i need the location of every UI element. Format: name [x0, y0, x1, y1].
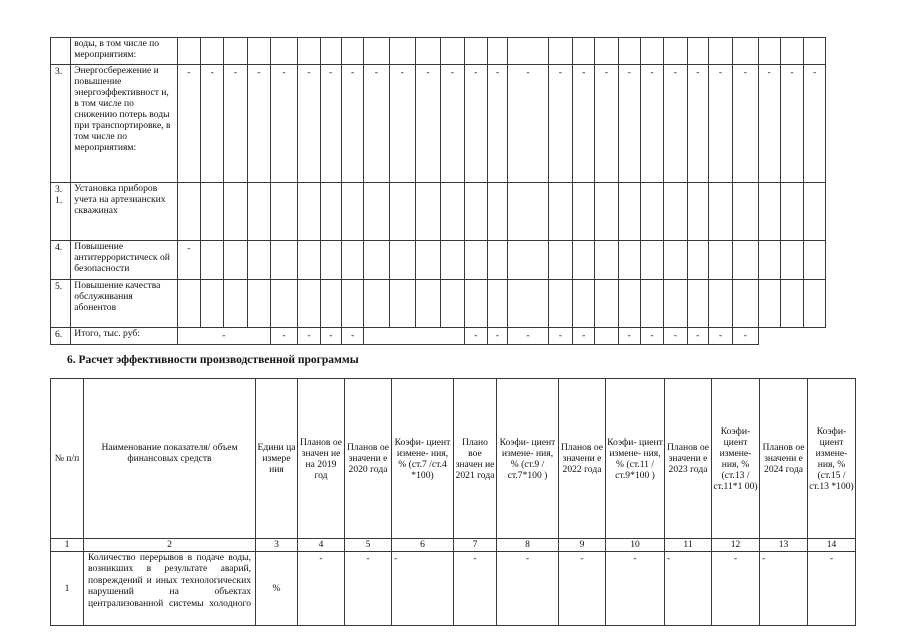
value-cell — [508, 241, 549, 280]
value-cell — [548, 38, 572, 65]
value-cell — [320, 241, 341, 280]
column-number: 13 — [760, 539, 808, 552]
header-cell: Едини ца измере ния — [256, 379, 298, 539]
column-number: 7 — [454, 539, 497, 552]
total-cell: - — [464, 328, 487, 345]
efficiency-table — [50, 378, 856, 626]
value-cell — [298, 38, 320, 65]
value-cell — [464, 241, 487, 280]
unit-cell: % — [256, 552, 298, 626]
header-cell: Коэфи- циент измене- ния, % (ст.11 /ст.9*100 ) — [606, 379, 665, 539]
value-cell — [415, 183, 440, 241]
column-number-row — [51, 539, 856, 552]
column-number: 6 — [392, 539, 454, 552]
value-cell: - — [464, 65, 487, 183]
value-cell — [595, 280, 618, 328]
value-cell — [733, 280, 758, 328]
header-cell: Планов ое значени е 2022 года — [559, 379, 606, 539]
value-cell — [464, 183, 487, 241]
value-cell: - — [548, 65, 572, 183]
measure-name: Итого, тыс. руб: — [71, 328, 177, 345]
value-cell — [389, 183, 415, 241]
value-cell: - — [708, 65, 732, 183]
value-cell: - — [247, 65, 270, 183]
column-number: 5 — [345, 539, 392, 552]
value-cell — [618, 280, 640, 328]
total-cell: - — [341, 328, 363, 345]
value-cell — [758, 38, 780, 65]
value-cell — [341, 241, 363, 280]
total-cell: - — [177, 328, 270, 345]
table-row — [51, 65, 855, 183]
measure-name: воды, в том числе по мероприятиям: — [71, 38, 177, 65]
header-cell: Коэфи- циент измене- ния, % (ст.15 /ст.13 *100) — [808, 379, 856, 539]
value-cell — [389, 38, 415, 65]
value-cell — [804, 38, 826, 65]
value-cell — [341, 280, 363, 328]
value-cell — [224, 280, 247, 328]
value-cell: - — [606, 552, 665, 626]
header-cell: Плано вое значен ие 2021 года — [454, 379, 497, 539]
value-cell — [441, 38, 464, 65]
value-cell — [201, 280, 224, 328]
measure-name: Повышение антитеррористическ ой безопасности — [71, 241, 177, 280]
value-cell — [804, 183, 826, 241]
value-cell — [270, 241, 297, 280]
header-cell: Коэфи- циент измене- ния, % (ст.7 /ст.4 *100) — [392, 379, 454, 539]
value-cell — [177, 38, 200, 65]
value-cell: - — [224, 65, 247, 183]
value-cell — [247, 280, 270, 328]
value-cell — [224, 183, 247, 241]
row-number: 6. — [51, 328, 71, 345]
value-cell — [573, 241, 595, 280]
value-cell — [508, 280, 549, 328]
value-cell: - — [487, 65, 507, 183]
total-cell: - — [708, 328, 732, 345]
value-cell — [270, 280, 297, 328]
value-cell — [664, 38, 687, 65]
value-cell: - — [559, 552, 606, 626]
efficiency-header-row — [51, 379, 856, 539]
total-cell: - — [573, 328, 595, 345]
value-cell — [224, 38, 247, 65]
value-cell: - — [177, 241, 200, 280]
value-cell — [595, 38, 618, 65]
header-cell: № п/п — [51, 379, 84, 539]
value-cell — [487, 38, 507, 65]
value-cell — [247, 241, 270, 280]
value-cell — [573, 280, 595, 328]
header-cell: Коэфи- циент измене- ния, % (ст.13 /ст.11*1 00) — [712, 379, 760, 539]
total-cell — [595, 328, 618, 345]
value-cell — [364, 280, 389, 328]
value-cell — [708, 280, 732, 328]
value-cell — [780, 183, 803, 241]
value-cell — [733, 241, 758, 280]
total-cell: - — [640, 328, 663, 345]
value-cell — [687, 183, 708, 241]
value-cell — [389, 241, 415, 280]
total-cell: - — [508, 328, 549, 345]
value-cell — [177, 183, 200, 241]
value-cell: - — [392, 552, 454, 626]
value-cell — [201, 183, 224, 241]
value-cell: - — [389, 65, 415, 183]
value-cell — [708, 183, 732, 241]
column-number: 14 — [808, 539, 856, 552]
value-cell — [298, 280, 320, 328]
value-cell — [758, 280, 780, 328]
value-cell: - — [320, 65, 341, 183]
row-number: 4. — [51, 241, 71, 280]
table-row — [51, 328, 855, 345]
indicator-name: Количество перерывов в подаче воды, возникших в результате аварий, повреждений и иных технологических нарушений на объектах централизованной системы холодного — [84, 552, 256, 626]
value-cell: - — [804, 65, 826, 183]
value-cell — [804, 280, 826, 328]
value-cell — [548, 280, 572, 328]
value-cell — [389, 280, 415, 328]
header-cell: Планов ое значени е 2023 года — [665, 379, 712, 539]
value-cell — [508, 38, 549, 65]
header-cell: Наименование показателя/ объем финансовых средств — [84, 379, 256, 539]
value-cell — [664, 280, 687, 328]
row-number: 3. 1. — [51, 183, 71, 241]
table-row — [51, 183, 855, 241]
measure-name: Энергосбережение и повышение энергоэффективност и, в том числе по снижению потерь воды при транспортировке, в том числе по мероприятиям: — [71, 65, 177, 183]
value-cell — [733, 38, 758, 65]
value-cell — [487, 183, 507, 241]
total-cell: - — [298, 328, 320, 345]
table-row — [51, 241, 855, 280]
column-number: 8 — [497, 539, 559, 552]
section-title: 6. Расчет эффективности производственной программы — [67, 354, 359, 366]
value-cell — [270, 38, 297, 65]
row-number: 3. — [51, 65, 71, 183]
value-cell — [247, 38, 270, 65]
value-cell — [758, 241, 780, 280]
value-cell: - — [595, 65, 618, 183]
value-cell — [247, 183, 270, 241]
value-cell: - — [760, 552, 808, 626]
column-number: 12 — [712, 539, 760, 552]
row-number: 5. — [51, 280, 71, 328]
header-cell: Планов ое значени е 2024 года — [760, 379, 808, 539]
row-number: 1 — [51, 552, 84, 626]
column-number: 11 — [665, 539, 712, 552]
value-cell: - — [712, 552, 760, 626]
value-cell: - — [270, 65, 297, 183]
value-cell — [664, 183, 687, 241]
value-cell: - — [341, 65, 363, 183]
value-cell — [573, 183, 595, 241]
value-cell: - — [664, 65, 687, 183]
infrastructure-measures-table — [50, 37, 855, 345]
value-cell — [595, 183, 618, 241]
value-cell: - — [298, 552, 345, 626]
value-cell — [508, 183, 549, 241]
value-cell — [780, 38, 803, 65]
measure-name: Повышение качества обслуживания абонентов — [71, 280, 177, 328]
header-cell: Планов ое значени е 2020 года — [345, 379, 392, 539]
value-cell — [733, 183, 758, 241]
value-cell — [548, 183, 572, 241]
value-cell — [320, 280, 341, 328]
value-cell — [573, 38, 595, 65]
value-cell — [640, 38, 663, 65]
value-cell — [708, 38, 732, 65]
total-cell: - — [687, 328, 708, 345]
value-cell — [177, 280, 200, 328]
value-cell — [441, 241, 464, 280]
value-cell — [341, 183, 363, 241]
value-cell — [320, 183, 341, 241]
value-cell: - — [298, 65, 320, 183]
value-cell — [687, 38, 708, 65]
total-cell: - — [664, 328, 687, 345]
value-cell — [804, 241, 826, 280]
value-cell — [595, 241, 618, 280]
value-cell: - — [618, 65, 640, 183]
value-cell — [201, 38, 224, 65]
value-cell: - — [573, 65, 595, 183]
value-cell: - — [733, 65, 758, 183]
value-cell — [364, 38, 389, 65]
value-cell: - — [364, 65, 389, 183]
table-row — [51, 38, 855, 65]
value-cell — [708, 241, 732, 280]
value-cell: - — [665, 552, 712, 626]
value-cell — [341, 38, 363, 65]
value-cell — [364, 241, 389, 280]
value-cell — [640, 183, 663, 241]
value-cell — [640, 241, 663, 280]
value-cell — [618, 38, 640, 65]
value-cell: - — [454, 552, 497, 626]
value-cell — [618, 183, 640, 241]
total-cell: - — [487, 328, 507, 345]
value-cell: - — [780, 65, 803, 183]
header-cell: Планов ое значен ие на 2019 год — [298, 379, 345, 539]
value-cell — [464, 38, 487, 65]
value-cell — [320, 38, 341, 65]
column-number: 9 — [559, 539, 606, 552]
value-cell — [441, 280, 464, 328]
value-cell: - — [201, 65, 224, 183]
value-cell: - — [687, 65, 708, 183]
column-number: 10 — [606, 539, 665, 552]
value-cell — [364, 183, 389, 241]
value-cell — [415, 38, 440, 65]
value-cell: - — [441, 65, 464, 183]
value-cell — [224, 241, 247, 280]
total-cell — [364, 328, 464, 345]
measure-name: Установка приборов учета на артезианских скважинах — [71, 183, 177, 241]
value-cell — [415, 280, 440, 328]
table-row — [51, 552, 856, 626]
value-cell: - — [415, 65, 440, 183]
value-cell — [487, 280, 507, 328]
total-cell: - — [270, 328, 297, 345]
value-cell — [618, 241, 640, 280]
value-cell — [201, 241, 224, 280]
column-number: 1 — [51, 539, 84, 552]
column-number: 3 — [256, 539, 298, 552]
value-cell: - — [808, 552, 856, 626]
value-cell — [687, 280, 708, 328]
value-cell — [487, 241, 507, 280]
value-cell: - — [508, 65, 549, 183]
row-number — [51, 38, 71, 65]
header-cell: Коэфи- циент измене- ния, % (ст.9 /ст.7*100 ) — [497, 379, 559, 539]
value-cell: - — [177, 65, 200, 183]
value-cell — [780, 280, 803, 328]
total-cell: - — [618, 328, 640, 345]
value-cell — [548, 241, 572, 280]
total-cell: - — [733, 328, 758, 345]
column-number: 4 — [298, 539, 345, 552]
value-cell — [640, 280, 663, 328]
value-cell — [298, 183, 320, 241]
value-cell: - — [345, 552, 392, 626]
value-cell: - — [758, 65, 780, 183]
value-cell — [664, 241, 687, 280]
value-cell — [464, 280, 487, 328]
total-cell: - — [320, 328, 341, 345]
value-cell — [415, 241, 440, 280]
value-cell — [441, 183, 464, 241]
total-cell: - — [548, 328, 572, 345]
value-cell — [758, 183, 780, 241]
value-cell — [298, 241, 320, 280]
value-cell — [687, 241, 708, 280]
value-cell — [780, 241, 803, 280]
value-cell: - — [497, 552, 559, 626]
value-cell — [270, 183, 297, 241]
table-row — [51, 280, 855, 328]
column-number: 2 — [84, 539, 256, 552]
value-cell: - — [640, 65, 663, 183]
